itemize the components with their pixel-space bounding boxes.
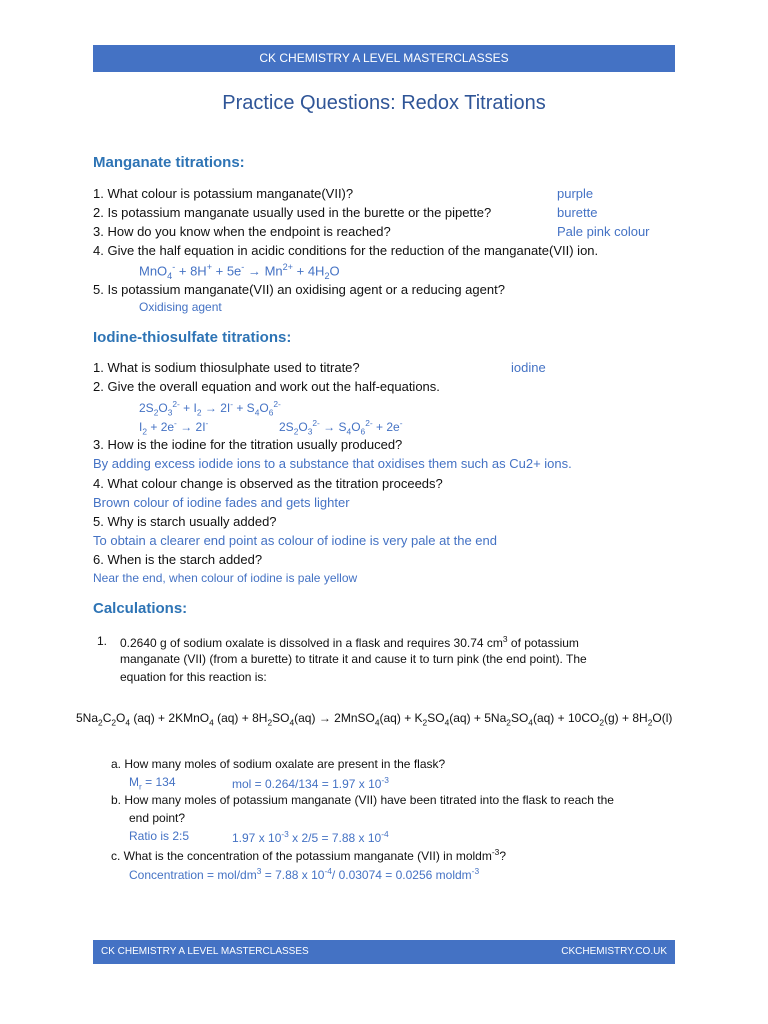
footer-left-text: CK CHEMISTRY A LEVEL MASTERCLASSES [101,946,309,957]
footer-bar [93,940,675,964]
manganate-a1: purple [557,186,594,201]
iodine-a6: Near the end, when colour of iodine is pale yellow [93,571,358,585]
calc-line-1: 0.2640 g of sodium oxalate is dissolved in a flask and requires 30.74 $cm^3$ of potassium [120,634,579,650]
calculations-heading: Calculations: [93,600,188,617]
reaction-equation: $5Na_2C_2O_4$ (aq) + 2KMnO$_4$ $(aq) + 8H_2SO_4(aq)$ → 2MnSO$_4$(aq) + $K_2SO_4(aq) + 5Na_2SO_4(aq) + 10CO_2(g) + 8H_2O(l)$ [76,711,673,728]
manganate-heading: Manganate titrations: [93,154,245,171]
calc-ac: Concentration = mol/$dm^3 = 7.88$ x $10^{-4}/$ 0.03074 = 0.0256 moldm$^{-3}$ [129,866,480,882]
calc-qc: c. What is the concentration of the potassium manganate (VII) in moldm$^{-3}$? [111,847,506,863]
iodine-a3: By adding excess iodide ions to a substance that oxidises them such as Cu2+ ions. [93,456,572,471]
manganate-q4: 4. Give the half equation in acidic conditions for the reduction of the manganate(VII) ion. [93,243,599,258]
iodine-q3: 3. How is the iodine for the titration usually produced? [93,437,403,452]
calc-ab-result: 1.97 x $10^{-3}$ x 2/5 = 7.88 x $10^{-4}$ [232,829,389,845]
calc-aa-mol: mol = 0.264/134 = 1.97 x $10^{-3}$ [232,775,389,791]
manganate-q1: 1. What colour is potassium manganate(VII)? [93,186,354,201]
iodine-a4: Brown colour of iodine fades and gets lighter [93,495,350,510]
iodine-q4: 4. What colour change is observed as the titration proceeds? [93,476,443,491]
calc-line-3: equation for this reaction is: [120,670,267,684]
manganate-a3: Pale pink colour [557,224,650,239]
manganate-half-equation: $MnO_4^- + 8H^+ + 5e^- \to Mn^{2+} + 4H_2O$ [139,262,340,281]
calc-qb-line2: end point? [129,811,186,825]
iodine-a1: iodine [511,360,546,375]
manganate-q2: 2. Is potassium manganate usually used in the burette or the pipette? [93,205,492,220]
header-text: CK CHEMISTRY A LEVEL MASTERCLASSES [259,51,509,65]
iodine-q5: 5. Why is starch usually added? [93,514,277,529]
iodine-overall-equation: $2S_2O_3^{2-} + I_2 \to 2I^- + S_4O_6^{2-}$ [139,399,281,418]
iodine-q1: 1. What is sodium thiosulphate used to titrate? [93,360,360,375]
manganate-a2: burette [557,205,598,220]
iodine-q2: 2. Give the overall equation and work out the half-equations. [93,379,440,394]
calc-line-2: manganate (VII) (from a burette) to titrate it and cause it to turn pink (the end point). The [120,652,587,666]
iodine-heading: Iodine-thiosulfate titrations: [93,329,292,346]
calc-qa: a. How many moles of sodium oxalate are present in the flask? [111,757,446,771]
calc-aa-mr: $M_r = 134$ [129,775,176,792]
manganate-q3: 3. How do you know when the endpoint is reached? [93,224,391,239]
iodine-half-equation-2: $2S_2O_3^{2-} \to S_4O_6^{2-} + 2e^-$ [279,418,403,437]
footer-website-link[interactable]: CKCHEMISTRY.CO.UK [561,946,667,957]
calc-question-number: 1. [97,634,108,648]
iodine-half-equation-1: $I_2 + 2e^- \to 2I^-$ [139,418,209,437]
manganate-q5: 5. Is potassium manganate(VII) an oxidising agent or a reducing agent? [93,282,505,297]
manganate-a5: Oxidising agent [139,300,222,314]
page-title: Practice Questions: Redox Titrations [222,92,546,114]
calc-qb-line1: b. How many moles of potassium manganate (VII) have been titrated into the flask to reach the [111,793,614,807]
iodine-a5: To obtain a clearer end point as colour of iodine is very pale at the end [93,533,497,548]
header-bar [93,45,675,72]
calc-ab-ratio: Ratio is 2:5 [129,829,190,843]
iodine-q6: 6. When is the starch added? [93,552,263,567]
